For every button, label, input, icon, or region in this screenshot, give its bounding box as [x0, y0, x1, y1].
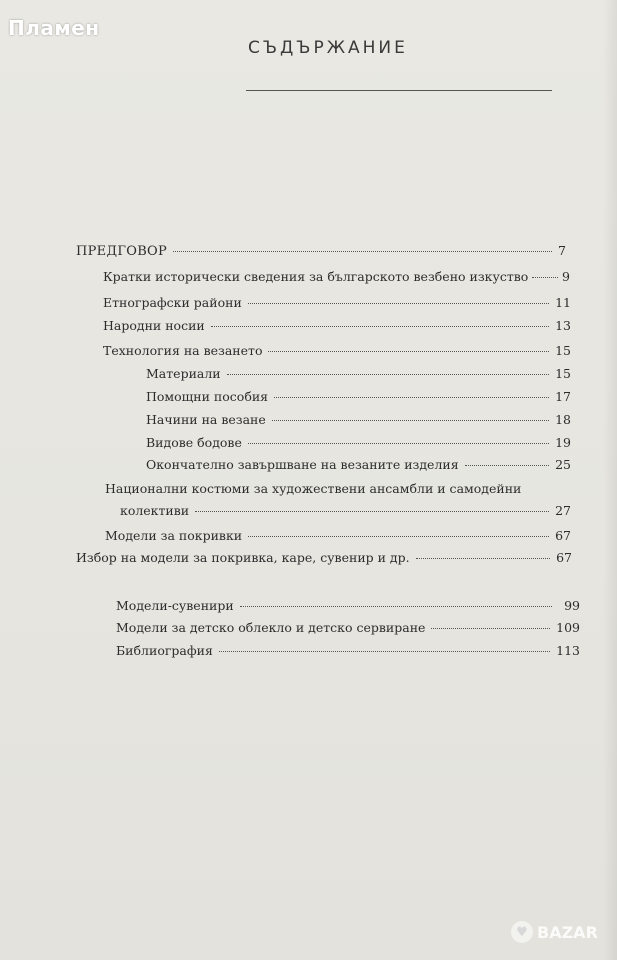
dot-leader — [248, 303, 549, 304]
dot-leader — [248, 536, 549, 537]
toc-item-preface — [76, 243, 566, 260]
toc-item-bibliography — [116, 643, 580, 659]
toc-item-page: 67 — [555, 528, 571, 543]
toc-item-model-selection — [76, 550, 572, 566]
toc-item-page: 18 — [555, 412, 571, 427]
watermark-seller-name: Пламен — [8, 16, 100, 40]
dot-leader — [173, 251, 552, 252]
dot-leader — [274, 397, 549, 398]
toc-item-label: Модели-сувенири — [116, 598, 234, 613]
dot-leader — [532, 277, 558, 278]
dot-leader — [416, 558, 550, 559]
dot-leader — [272, 420, 549, 421]
toc-item-finishing — [146, 457, 571, 473]
toc-item-page: 7 — [558, 243, 566, 258]
dot-leader — [219, 651, 550, 652]
toc-item-embroidery-technology — [103, 343, 571, 359]
toc-item-label: Технология на везането — [103, 343, 263, 358]
toc-item-label: Помощни пособия — [146, 389, 269, 404]
toc-item-national-costumes — [120, 503, 571, 519]
toc-item-page: 15 — [555, 343, 571, 358]
dot-leader — [211, 326, 549, 327]
toc-item-page: 25 — [555, 457, 571, 472]
toc-item-page: 109 — [556, 620, 580, 635]
toc-item-label: колективи — [120, 503, 190, 518]
toc-item-page: 15 — [555, 366, 571, 381]
toc-item-page: 17 — [555, 389, 571, 404]
toc-item-history — [103, 269, 570, 285]
toc-item-tablecloth-models — [105, 528, 571, 544]
toc-item-page: 113 — [556, 643, 580, 658]
dot-leader — [195, 511, 549, 512]
toc-item-label: Етнографски райони — [103, 295, 242, 310]
dot-leader — [240, 606, 552, 607]
toc-item-souvenir-models — [116, 598, 580, 614]
watermark-bazar-text: BAZAR — [537, 922, 598, 942]
toc-item-label: Избор на модели за покривка, каре, сувенир и др. — [76, 550, 410, 565]
watermark-bazar-logo — [511, 914, 611, 950]
toc-item-label: Окончателно завършване на везаните изделия — [146, 457, 459, 472]
toc-item-page: 11 — [555, 295, 571, 310]
toc-item-materials — [146, 366, 571, 382]
toc-item-folk-costumes — [103, 318, 571, 334]
dot-leader — [431, 628, 550, 629]
toc-item-label: Модели за покривки — [105, 528, 243, 543]
dot-leader — [268, 351, 549, 352]
page-title: СЪДЪРЖАНИЕ — [248, 38, 408, 58]
toc-item-label: ПРЕДГОВОР — [76, 244, 168, 259]
toc-item-children-clothing — [116, 620, 580, 636]
toc-item-stitch-types — [146, 435, 571, 451]
toc-item-label: Начини на везане — [146, 412, 266, 427]
toc-item-page: 13 — [555, 318, 571, 333]
toc-item-label: Кратки исторически сведения за българското везбено изкуство — [103, 269, 529, 284]
toc-item-label: Библиография — [116, 643, 213, 658]
toc-item-label: Модели за детско облекло и детско сервиране — [116, 620, 426, 635]
toc-item-ethnographic-regions — [103, 295, 571, 311]
dot-leader — [248, 443, 549, 444]
toc-item-tools — [146, 389, 571, 405]
title-underline — [246, 90, 552, 91]
toc-item-embroidery-methods — [146, 412, 571, 428]
toc-item-label: Материали — [146, 366, 221, 381]
heart-icon: ♥ — [511, 921, 533, 943]
toc-item-page: 19 — [555, 435, 571, 450]
toc-item-page: 9 — [562, 269, 570, 284]
toc-item-page: 99 — [564, 598, 580, 613]
dot-leader — [465, 465, 549, 466]
toc-item-national-costumes-line1: Национални костюми за художествени ансамбли и самодейни — [105, 481, 522, 496]
toc-item-label: Видове бодове — [146, 435, 242, 450]
toc-item-page: 67 — [556, 550, 572, 565]
dot-leader — [227, 374, 549, 375]
toc-item-label: Народни носии — [103, 318, 205, 333]
toc-item-page: 27 — [555, 503, 571, 518]
